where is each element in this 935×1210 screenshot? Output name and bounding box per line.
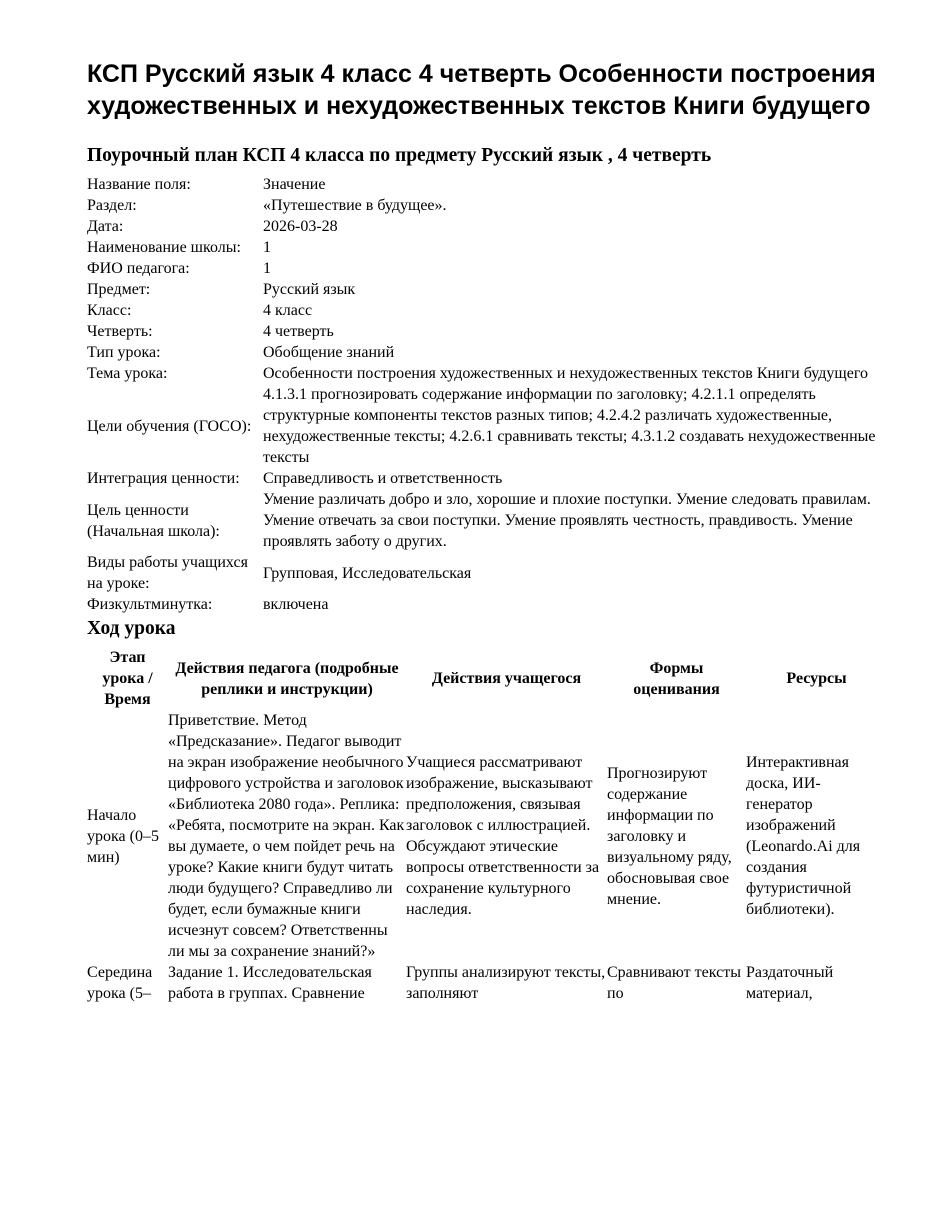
info-row	[87, 216, 887, 237]
plan-cell-teacher: Приветствие. Метод «Предсказание». Педагог выводит на экран изображение необычного цифрового устройства и заголовок «Библиотека 2080 года». Реплика: «Ребята, посмотрите на экран. Как вы думаете, о чем пойдет речь на уроке? Какие книги будут читать люди будущего? Справедливо ли будет, если бумажные книги исчезнут совсем? Ответственны ли мы за сохранение знаний?»	[168, 712, 405, 960]
info-value: Обобщение знаний	[263, 344, 395, 361]
info-value: Справедливость и ответственность	[263, 470, 503, 487]
plan-header-student: Действия учащегося	[431, 670, 582, 687]
info-key: Физкультминутка:	[87, 596, 213, 613]
plan-cell-stage: Середина урока (5–	[87, 964, 153, 1002]
lesson-plan-table	[87, 647, 887, 1004]
plan-header-resources: Ресурсы	[786, 670, 847, 687]
info-key: Тема урока:	[87, 365, 168, 382]
info-key: Цели обучения (ГОСО):	[87, 417, 252, 435]
info-value: 4 четверть	[263, 323, 334, 340]
info-key: Цель ценности (Начальная школа):	[87, 501, 220, 540]
info-key: Тип урока:	[87, 344, 161, 361]
info-row	[87, 342, 887, 363]
plan-cell-student: Группы анализируют тексты, заполняют	[406, 964, 606, 1002]
info-key: Четверть:	[87, 323, 153, 340]
info-value: Групповая, Исследовательская	[263, 564, 472, 582]
info-key: ФИО педагога:	[87, 260, 190, 277]
info-row	[87, 195, 887, 216]
info-value: 4.1.3.1 прогнозировать содержание информации по заголовку; 4.2.1.1 определять структурные компоненты текстов разных типов; 4.2.4.2 различать художественные, нехудожественные тексты; 4.2.6.1 сравнивать тексты; 4.3.1.2 создавать нехудожественные тексты	[263, 386, 876, 466]
info-value: Русский язык	[263, 281, 356, 298]
info-row	[87, 384, 887, 468]
plan-cell-assessment: Прогнозируют содержание информации по заголовку и визуальному ряду, обосновывая свое мнение.	[607, 764, 732, 908]
plan-header-stage: Этап урока / Время	[102, 649, 153, 708]
plan-cell-student: Учащиеся рассматривают изображение, высказывают предположения, связывая заголовок с иллюстрацией. Обсуждают этические вопросы ответственности за сохранение культурного наследия.	[406, 754, 600, 918]
document-content	[87, 58, 887, 1004]
info-key: Раздел:	[87, 197, 137, 214]
plan-heading: Ход урока	[87, 618, 176, 639]
info-row	[87, 594, 887, 615]
plan-cell-assessment: Сравнивают тексты по	[607, 964, 741, 1002]
plan-cell-resources: Интерактивная доска, ИИ-генератор изображений (Leonardo.Ai для создания футуристичной библиотеки).	[746, 754, 861, 918]
info-row	[87, 321, 887, 342]
info-key: Предмет:	[87, 281, 151, 298]
info-value: включена	[263, 596, 329, 613]
plan-cell-teacher: Задание 1. Исследовательская работа в группах. Сравнение	[168, 964, 372, 1002]
info-row	[87, 363, 887, 384]
info-key: Название поля:	[87, 176, 191, 193]
info-value: «Путешествие в будущее».	[263, 197, 447, 214]
info-value: 1	[263, 239, 271, 256]
info-row	[87, 174, 887, 195]
plan-row	[87, 710, 887, 962]
info-value: Особенности построения художественных и нехудожественных текстов Книги будущего	[263, 365, 868, 382]
info-key: Наименование школы:	[87, 239, 241, 256]
info-row	[87, 258, 887, 279]
info-key: Виды работы учащихся на уроке:	[87, 554, 248, 592]
info-row	[87, 552, 887, 594]
info-value: 4 класс	[263, 302, 313, 319]
info-key: Класс:	[87, 302, 132, 319]
info-row	[87, 489, 887, 552]
info-key: Дата:	[87, 218, 124, 235]
info-row	[87, 468, 887, 489]
info-value: 1	[263, 260, 271, 277]
info-value: Умение различать добро и зло, хорошие и плохие поступки. Умение следовать правилам. Умение отвечать за свои поступки. Умение проявлять честность, правдивость. Умение проявлять заботу о других.	[263, 491, 871, 550]
plan-header-row	[87, 647, 887, 710]
info-value: 2026-03-28	[263, 218, 338, 235]
lesson-info-table	[87, 174, 887, 615]
plan-header-assessment: Формы оценивания	[633, 659, 720, 698]
info-row	[87, 279, 887, 300]
info-key: Интеграция ценности:	[87, 470, 240, 487]
plan-cell-stage: Начало урока (0–5 мин)	[87, 806, 159, 866]
plan-row	[87, 962, 887, 1004]
document-subtitle: Поурочный план КСП 4 класса по предмету Русский язык , 4 четверть	[87, 145, 712, 166]
plan-cell-resources: Раздаточный материал,	[746, 964, 834, 1002]
info-value: Значение	[263, 176, 326, 193]
plan-header-teacher: Действия педагога (подробные реплики и инструкции)	[175, 659, 399, 698]
info-row	[87, 300, 887, 321]
info-row	[87, 237, 887, 258]
document-title: КСП Русский язык 4 класс 4 четверть Особенности построения художественных и нехудожественных текстов Книги будущего	[87, 60, 876, 120]
